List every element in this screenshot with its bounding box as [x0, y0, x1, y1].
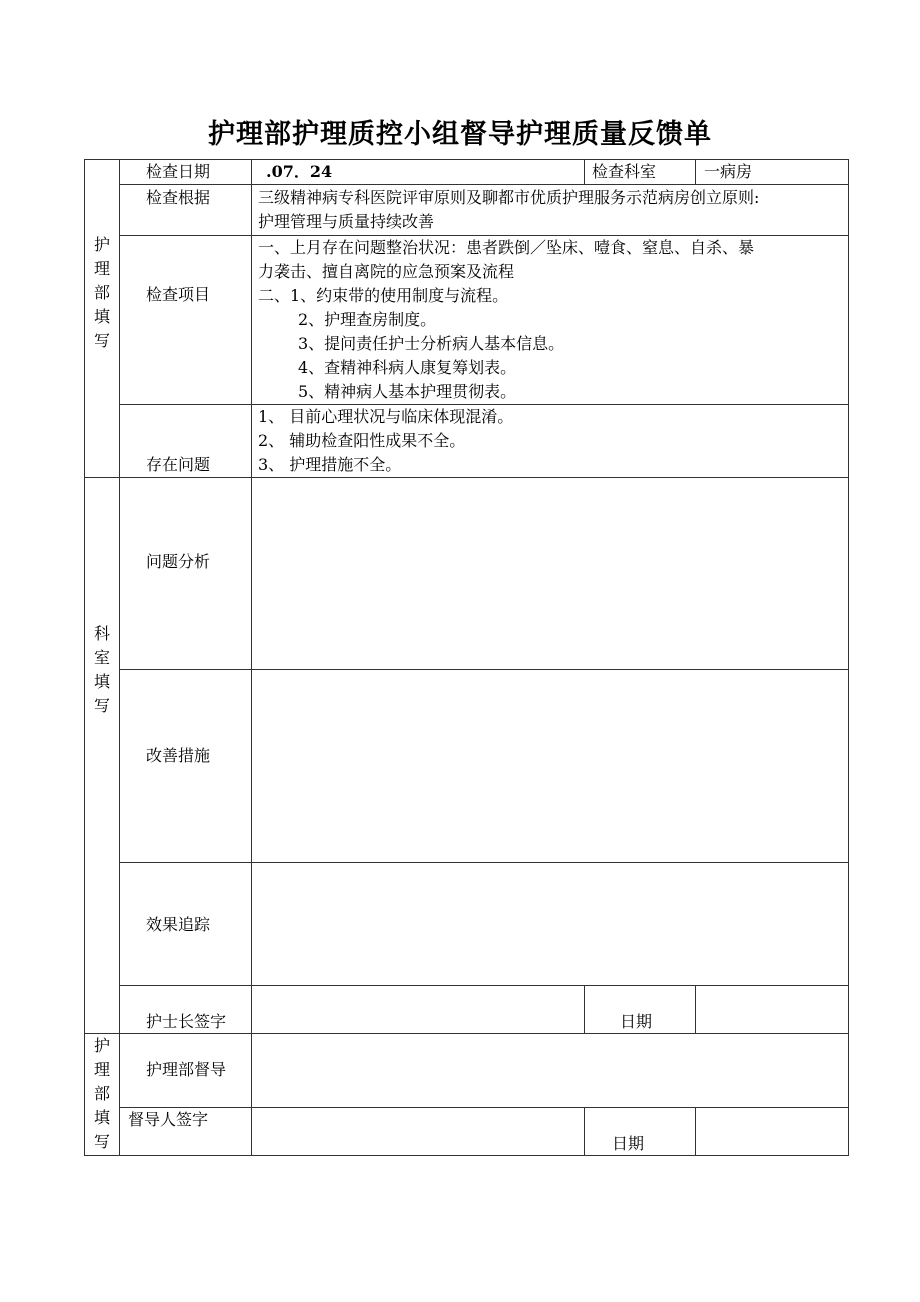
- tracking-label: 效果追踪: [146, 915, 211, 934]
- date-label-2: 日期: [612, 1134, 645, 1153]
- tracking-input-cell[interactable]: [251, 862, 849, 986]
- items-label-cell: [119, 235, 252, 405]
- basis-line: 护理管理与质量持续改善: [258, 212, 435, 231]
- date-input-cell-2[interactable]: [695, 1107, 849, 1156]
- problems-line: 3、 护理措施不全。: [258, 455, 402, 474]
- supervision-input-cell[interactable]: [251, 1033, 849, 1108]
- section-label-ward: 科室填写: [93, 624, 110, 715]
- date-label-1: 日期: [620, 1012, 653, 1031]
- items-line: 5、精神病人基本护理贯彻表。: [298, 382, 517, 401]
- date-input-cell-1[interactable]: [695, 985, 849, 1034]
- supervisor-sign-input-cell[interactable]: [251, 1107, 585, 1156]
- measures-label: 改善措施: [146, 746, 211, 765]
- items-line: 一、上月存在问题整治状况：患者跌倒／坠床、噎食、窒息、自杀、暴: [258, 238, 755, 257]
- items-line: 二、1、约束带的使用制度与流程。: [258, 286, 509, 305]
- section-label-nursing-dept-2: 护理部填写: [93, 1036, 110, 1151]
- items-line: 力袭击、擅自离院的应急预案及流程: [258, 262, 515, 281]
- supervisor-sign-label: 督导人签字: [128, 1110, 209, 1129]
- items-label: 检查项目: [146, 285, 211, 304]
- problems-line: 2、 辅助检查阳性成果不全。: [258, 431, 466, 450]
- check-dept-value: 一病房: [704, 162, 753, 181]
- analysis-input-cell[interactable]: [251, 477, 849, 670]
- check-dept-label: 检查科室: [592, 162, 657, 181]
- check-date-value: .07．24: [266, 162, 333, 181]
- measures-input-cell[interactable]: [251, 669, 849, 863]
- basis-line: 三级精神病专科医院评审原则及聊都市优质护理服务示范病房创立原则:: [258, 188, 760, 207]
- document-title: 护理部护理质控小组督导护理质量反馈单: [208, 119, 712, 150]
- items-line: 3、提问责任护士分析病人基本信息。: [298, 334, 565, 353]
- problems-line: 1、 目前心理状况与临床体现混淆。: [258, 407, 514, 426]
- problems-label: 存在问题: [146, 455, 211, 474]
- section-cell-ward: [84, 477, 120, 1034]
- basis-label: 检查根据: [146, 188, 211, 207]
- head-nurse-sign-input-cell[interactable]: [251, 985, 585, 1034]
- check-date-label: 检查日期: [146, 162, 211, 181]
- head-nurse-sign-label: 护士长签字: [146, 1012, 227, 1031]
- supervision-label: 护理部督导: [146, 1060, 227, 1079]
- items-line: 4、查精神科病人康复筹划表。: [298, 358, 517, 377]
- items-line: 2、护理查房制度。: [298, 310, 437, 329]
- section-label-nursing-dept: 护理部填写: [93, 235, 110, 350]
- analysis-label: 问题分析: [146, 552, 211, 571]
